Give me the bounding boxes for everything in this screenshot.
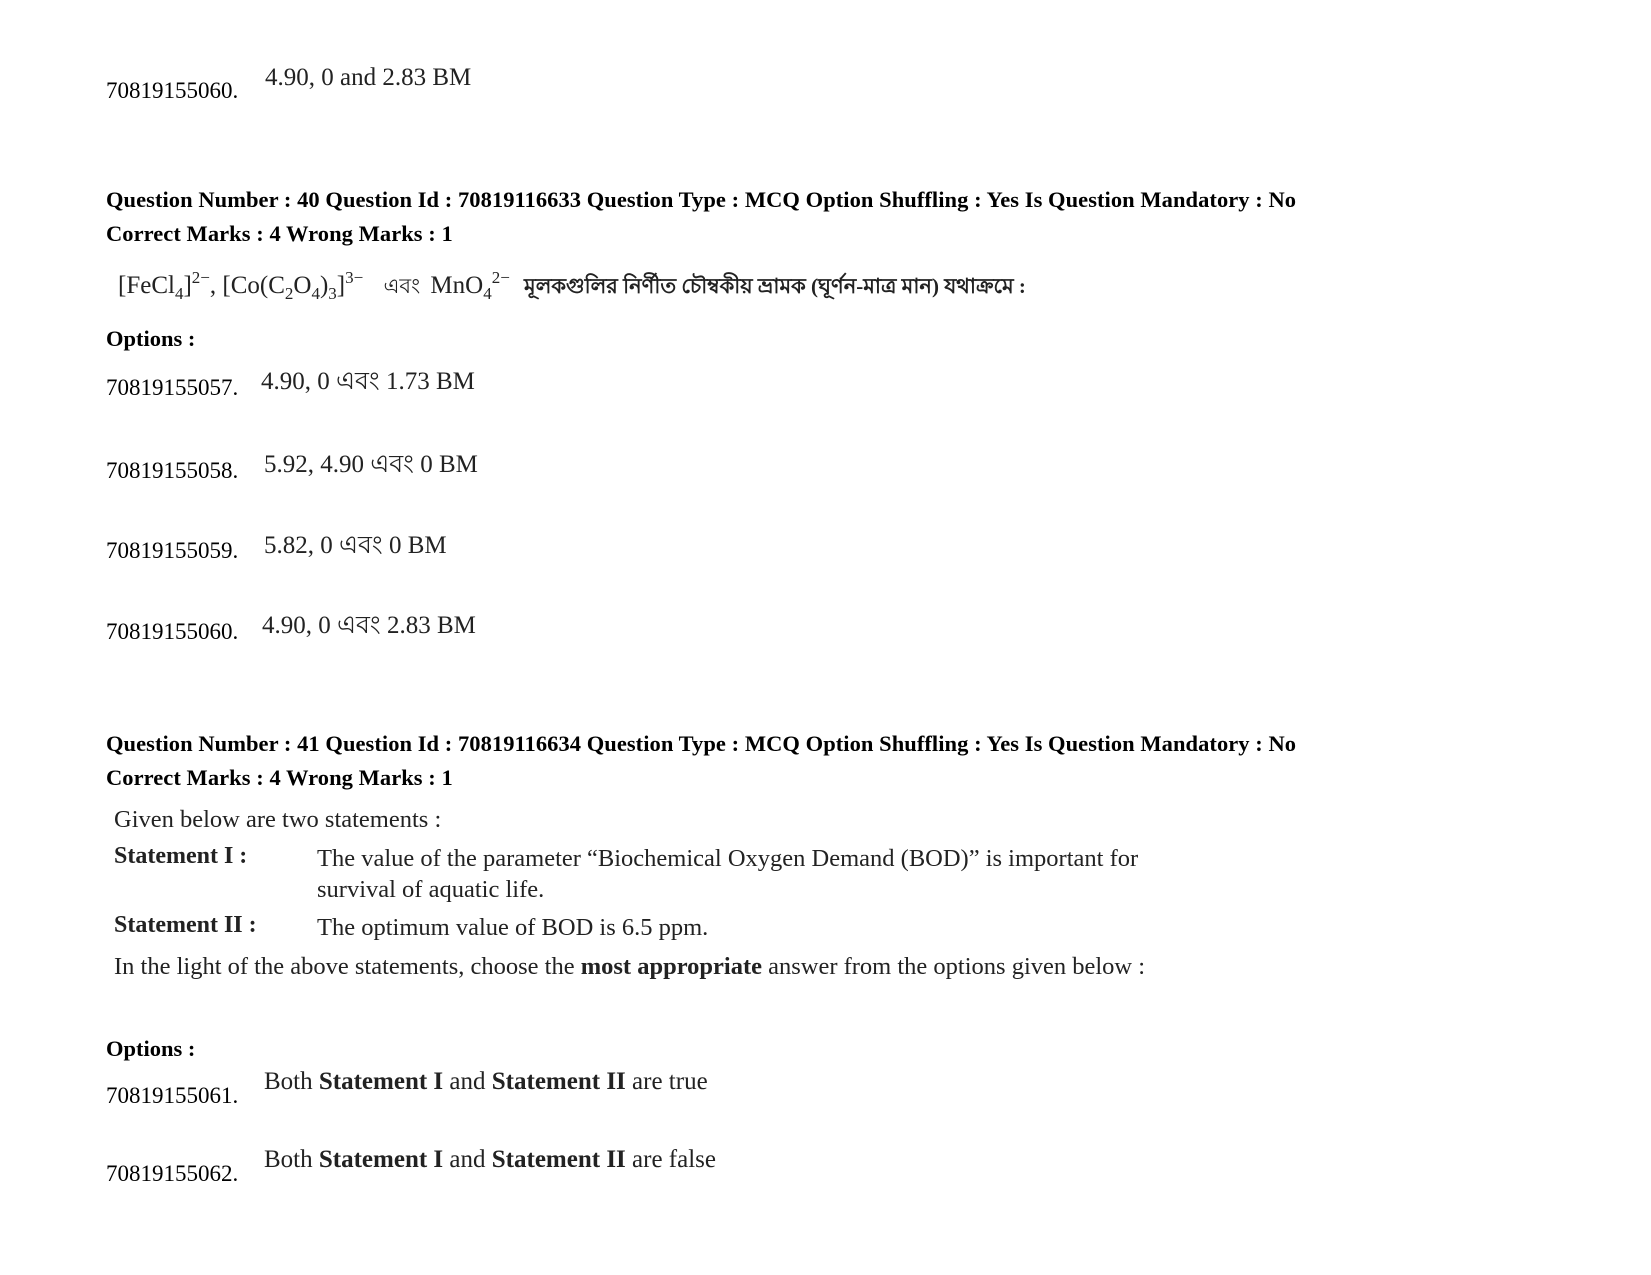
option-text: 4.90, 0 এবং 2.83 BM: [262, 612, 476, 639]
option-text: 4.90, 0 এবং 1.73 BM: [261, 368, 475, 395]
question-40-text: [FeCl$_4$]$^{2-}$, $[Co(C_2O_4)_3]^{3-}$ এবং MnO$_4^{2-}$ মূলকগুলির নির্ণীত চৌম্বকীয় ভ্রামক (ঘূর্ণন-মাত্র মান) যথাক্রমে :: [118, 268, 1026, 304]
option-text: 4.90, 0 and 2.83 BM: [265, 64, 472, 91]
question-40-meta: Question Number : 40 Question Id : 70819116633 Question Type : MCQ Option Shuffling : Yes Is Question Mandatory : No: [106, 187, 1297, 212]
question-40-bengali-text: মূলকগুলির নির্ণীত চৌম্বকীয় ভ্রামক (ঘূর্ণন-মাত্র মান) যথাক্রমে :: [524, 274, 1026, 299]
option-id: 70819155058.: [106, 458, 239, 483]
question-41-instruction: In the light of the above statements, choose the most appropriate answer from the options given below :: [114, 953, 1146, 980]
option-id: 70819155059.: [106, 538, 239, 563]
option-text: Both Statement I and Statement II are false: [264, 1146, 716, 1173]
formula-fecl4: [FeCl$_4$]$^{2-}$: [118, 268, 210, 304]
option-id: 70819155060.: [106, 619, 239, 644]
question-40-marks: Correct Marks : 4 Wrong Marks : 1: [106, 221, 453, 246]
option-id: 70819155061.: [106, 1083, 239, 1108]
question-41-meta: Question Number : 41 Question Id : 70819116634 Question Type : MCQ Option Shuffling : Yes Is Question Mandatory : No: [106, 731, 1297, 756]
options-label: Options :: [106, 326, 196, 351]
formula-mno4: MnO$_4^{2-}$: [430, 268, 510, 304]
statement-1-text: The value of the parameter “Biochemical Oxygen Demand (BOD)” is important for survival of aquatic life.: [317, 845, 1139, 903]
option-text: 5.92, 4.90 এবং 0 BM: [264, 451, 478, 478]
statement-1-label: Statement I :: [114, 843, 248, 869]
option-id: 70819155062.: [106, 1161, 239, 1186]
formula-cooxalate: $[Co(C_2O_4)_3]^{3-}$: [222, 268, 364, 304]
option-id: 70819155060.: [106, 78, 239, 103]
question-41-intro: Given below are two statements :: [114, 806, 442, 833]
option-id: 70819155057.: [106, 375, 239, 400]
option-text: Both Statement I and Statement II are true: [264, 1068, 708, 1095]
options-label: Options :: [106, 1036, 196, 1061]
statement-2-label: Statement II :: [114, 912, 257, 938]
question-41-marks: Correct Marks : 4 Wrong Marks : 1: [106, 765, 453, 790]
option-text: 5.82, 0 এবং 0 BM: [264, 532, 447, 559]
statement-2-text: The optimum value of BOD is 6.5 ppm.: [317, 914, 709, 941]
